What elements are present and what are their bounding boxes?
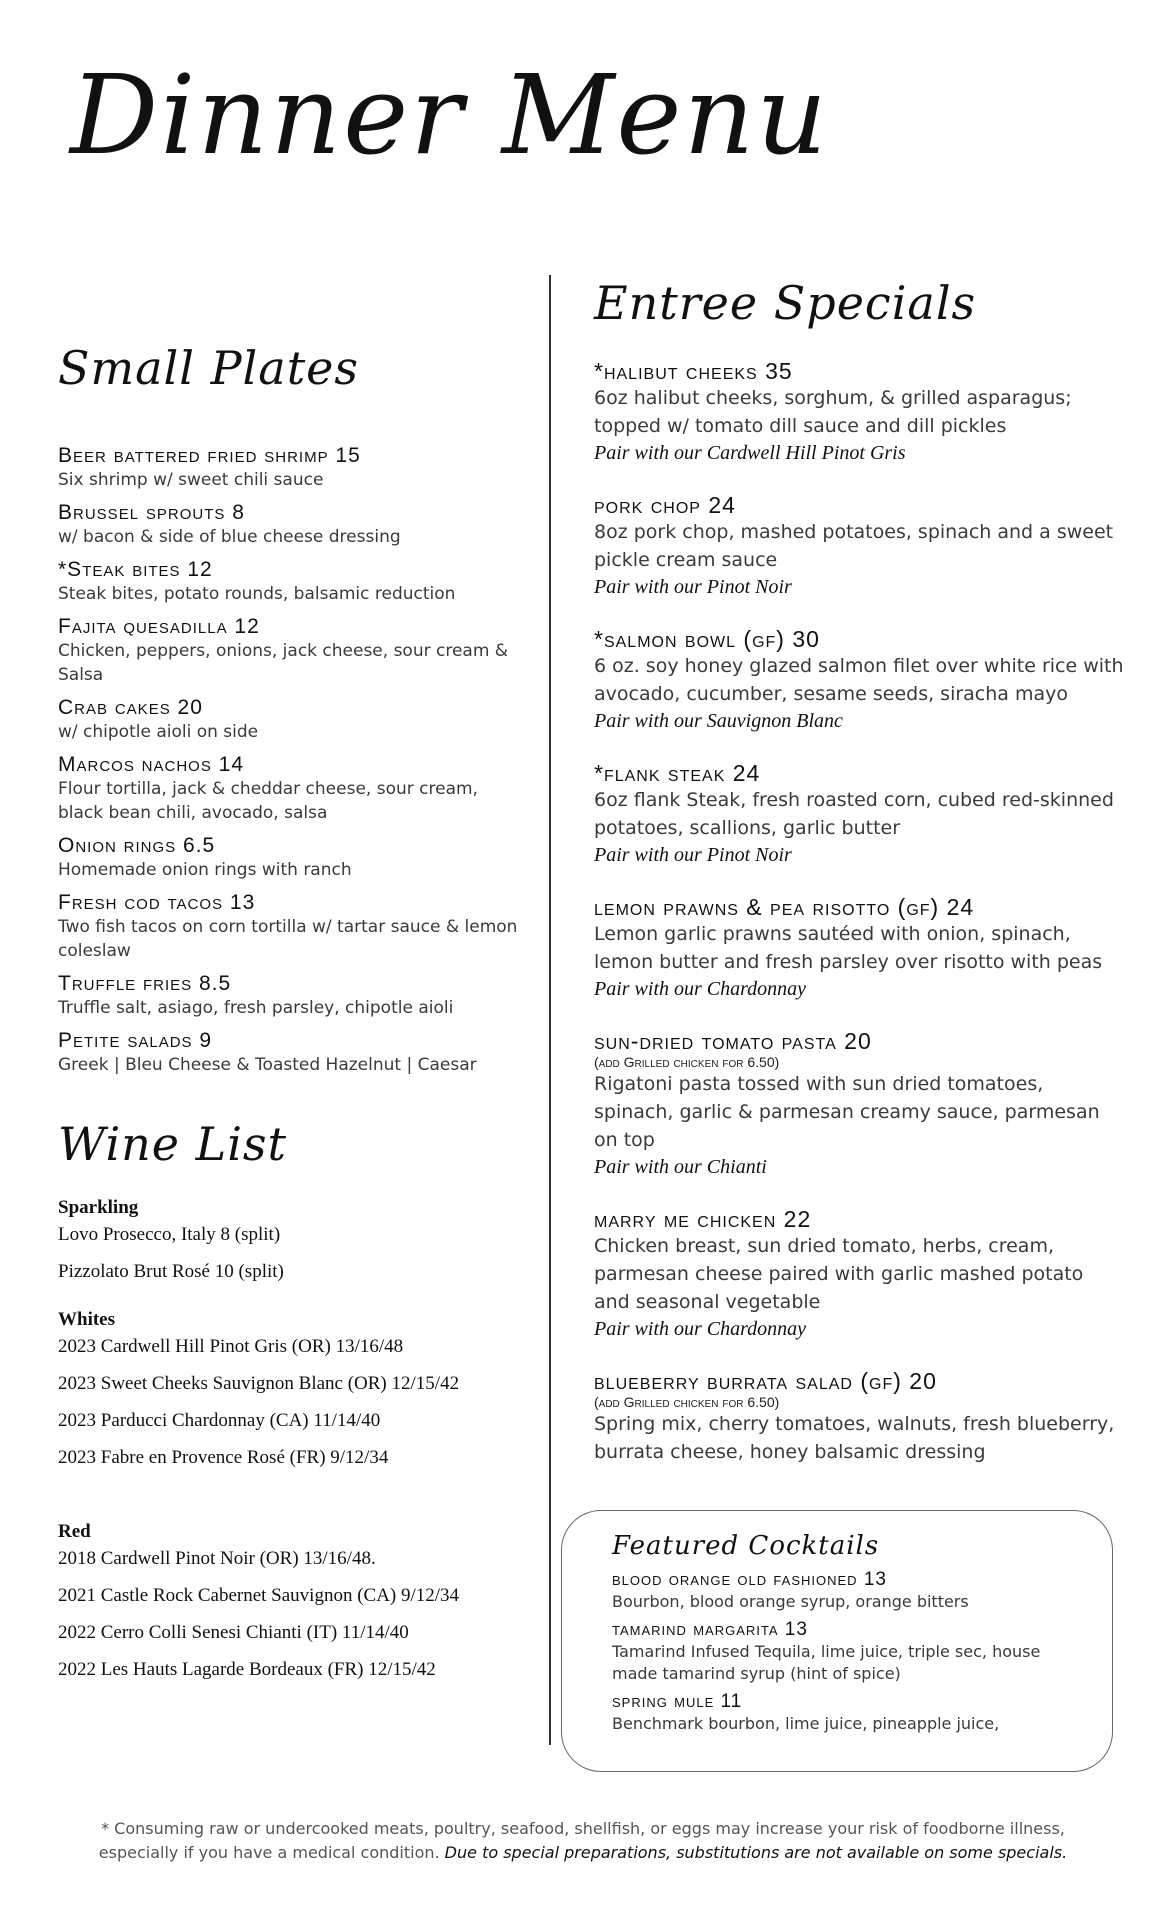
entree-description: Rigatoni pasta tossed with sun dried tomatoes, spinach, garlic & parmesan creamy sauce, parmesan on top: [594, 1073, 1100, 1151]
small-plate-name: *Steak bites 12: [58, 558, 213, 581]
small-plate-description: Six shrimp w/ sweet chili sauce: [58, 470, 324, 490]
cocktail-description: Tamarind Infused Tequila, lime juice, triple sec, house made tamarind syrup (hint of spice): [612, 1642, 1041, 1683]
wine-item: 2023 Cardwell Hill Pinot Gris (OR) 13/16/48: [58, 1336, 404, 1357]
small-plate-item: [58, 500, 528, 549]
entree-pairing: Pair with our Pinot Noir: [594, 576, 792, 598]
entree-name: pork chop 24: [594, 492, 736, 518]
small-plate-item: [58, 557, 528, 606]
featured-cocktails-box: [561, 1510, 1113, 1772]
disclaimer-plain: especially if you have a medical condition.: [98, 1843, 440, 1862]
wine-heading-whites: Whites: [58, 1309, 115, 1330]
column-divider: [549, 275, 551, 1745]
entree-item: [594, 1206, 1124, 1342]
entree-item: [594, 1368, 1124, 1466]
wine-item: 2018 Cardwell Pinot Noir (OR) 13/16/48.: [58, 1548, 376, 1569]
small-plate-item: [58, 752, 528, 825]
cocktail-description: Benchmark bourbon, lime juice, pineapple juice,: [612, 1714, 1000, 1733]
small-plates-list: [58, 443, 528, 1077]
cocktail-name: spring mule 11: [612, 1691, 743, 1712]
cocktail-item: [612, 1569, 1082, 1613]
entree-name: blueberry burrata salad (gf) 20: [594, 1368, 937, 1394]
entree-pairing: Pair with our Cardwell Hill Pinot Gris: [594, 442, 906, 464]
small-plate-description: Greek | Bleu Cheese & Toasted Hazelnut | Caesar: [58, 1055, 477, 1075]
small-plate-description: Steak bites, potato rounds, balsamic reduction: [58, 584, 456, 604]
disclaimer-emphasis: Due to special preparations, substitutions are not available on some specials.: [444, 1843, 1068, 1862]
entree-note: (add Grilled chicken for 6.50): [594, 1054, 780, 1070]
small-plate-name: Crab cakes 20: [58, 696, 203, 719]
entree-pairing: Pair with our Chianti: [594, 1156, 767, 1178]
entree-item: [594, 1028, 1124, 1180]
entree-description: 6oz flank Steak, fresh roasted corn, cubed red-skinned potatoes, scallions, garlic butter: [594, 789, 1114, 839]
wine-group-sparkling: [58, 1197, 528, 1283]
entree-name: *salmon bowl (gf) 30: [594, 626, 820, 652]
wine-group-red: [58, 1521, 528, 1681]
entree-name: sun-dried tomato pasta 20: [594, 1028, 872, 1054]
entree-item: [594, 894, 1124, 1002]
entree-name: lemon prawns & pea risotto (gf) 24: [594, 894, 975, 920]
cocktail-name: tamarind margarita 13: [612, 1619, 808, 1640]
wine-item: Lovo Prosecco, Italy 8 (split): [58, 1224, 281, 1245]
small-plate-item: [58, 443, 528, 492]
cocktail-name: blood orange old fashioned 13: [612, 1569, 887, 1590]
wine-heading-red: Red: [58, 1521, 91, 1542]
wine-group-whites: [58, 1309, 528, 1469]
small-plate-item: [58, 695, 528, 744]
entree-item: [594, 760, 1124, 868]
entree-description: 6 oz. soy honey glazed salmon filet over white rice with avocado, cucumber, sesame seeds, siracha mayo: [594, 655, 1124, 705]
entree-pairing: Pair with our Chardonnay: [594, 978, 807, 1000]
small-plate-name: Onion rings 6.5: [58, 834, 216, 857]
entree-description: Lemon garlic prawns sautéed with onion, spinach, lemon butter and fresh parsley over risotto with peas: [594, 923, 1103, 973]
small-plate-item: [58, 614, 528, 687]
wine-list-title: Wine List: [58, 1117, 288, 1171]
entree-description: Spring mix, cherry tomatoes, walnuts, fresh blueberry, burrata cheese, honey balsamic dressing: [594, 1413, 1115, 1463]
small-plate-description: w/ chipotle aioli on side: [58, 722, 259, 742]
right-column: [594, 276, 1124, 1492]
small-plate-item: [58, 1028, 528, 1077]
entree-item: [594, 492, 1124, 600]
small-plate-name: Brussel sprouts 8: [58, 501, 245, 524]
footer-disclaimer: [0, 1817, 1166, 1865]
disclaimer-line-2: [0, 1841, 1166, 1865]
wine-item: 2022 Cerro Colli Senesi Chianti (IT) 11/14/40: [58, 1622, 409, 1643]
entree-item: [594, 358, 1124, 466]
wine-item: Pizzolato Brut Rosé 10 (split): [58, 1261, 284, 1282]
small-plates-title: Small Plates: [58, 341, 360, 395]
cocktail-description: Bourbon, blood orange syrup, orange bitters: [612, 1592, 969, 1611]
small-plate-description: Chicken, peppers, onions, jack cheese, sour cream & Salsa: [58, 641, 509, 685]
small-plate-name: Fajita quesadilla 12: [58, 615, 260, 638]
small-plate-name: Beer battered fried shrimp 15: [58, 444, 361, 467]
entree-description: Chicken breast, sun dried tomato, herbs, cream, parmesan cheese paired with garlic mashed potato and seasonal vegetable: [594, 1235, 1084, 1313]
small-plate-description: Two fish tacos on corn tortilla w/ tartar sauce & lemon coleslaw: [58, 917, 518, 961]
wine-item: 2023 Fabre en Provence Rosé (FR) 9/12/34: [58, 1447, 389, 1468]
small-plate-item: [58, 890, 528, 963]
small-plate-item: [58, 971, 528, 1020]
small-plate-name: Truffle fries 8.5: [58, 972, 232, 995]
small-plate-description: w/ bacon & side of blue cheese dressing: [58, 527, 401, 547]
cocktail-list: [612, 1569, 1082, 1735]
entree-pairing: Pair with our Chardonnay: [594, 1318, 807, 1340]
cocktail-item: [612, 1619, 1082, 1685]
entree-pairing: Pair with our Pinot Noir: [594, 844, 792, 866]
entree-name: *halibut cheeks 35: [594, 358, 793, 384]
wine-item: 2022 Les Hauts Lagarde Bordeaux (FR) 12/15/42: [58, 1659, 436, 1680]
cocktail-item: [612, 1691, 1082, 1735]
small-plate-name: Fresh cod tacos 13: [58, 891, 256, 914]
small-plate-description: Homemade onion rings with ranch: [58, 860, 352, 880]
wine-heading-sparkling: Sparkling: [58, 1197, 139, 1218]
small-plate-item: [58, 833, 528, 882]
entree-note: (add Grilled chicken for 6.50): [594, 1394, 780, 1410]
featured-cocktails-title: Featured Cocktails: [612, 1531, 880, 1561]
small-plate-name: Marcos nachos 14: [58, 753, 245, 776]
small-plate-description: Flour tortilla, jack & cheddar cheese, sour cream, black bean chili, avocado, salsa: [58, 779, 478, 823]
entree-item: [594, 626, 1124, 734]
wine-item: 2023 Sweet Cheeks Sauvignon Blanc (OR) 12/15/42: [58, 1373, 460, 1394]
entree-name: marry me chicken 22: [594, 1206, 812, 1232]
menu-title: Dinner Menu: [70, 51, 830, 179]
entree-description: 6oz halibut cheeks, sorghum, & grilled asparagus; topped w/ tomato dill sauce and dill pickles: [594, 387, 1072, 437]
entree-specials-title: Entree Specials: [594, 276, 977, 330]
entree-list: [594, 358, 1124, 1466]
wine-item: 2023 Parducci Chardonnay (CA) 11/14/40: [58, 1410, 381, 1431]
entree-pairing: Pair with our Sauvignon Blanc: [594, 710, 843, 732]
small-plate-description: Truffle salt, asiago, fresh parsley, chipotle aioli: [58, 998, 454, 1018]
entree-description: 8oz pork chop, mashed potatoes, spinach and a sweet pickle cream sauce: [594, 521, 1114, 571]
entree-name: *flank steak 24: [594, 760, 761, 786]
disclaimer-line-1: * Consuming raw or undercooked meats, poultry, seafood, shellfish, or eggs may increase your risk of foodborne illness,: [101, 1819, 1065, 1838]
left-column: [58, 341, 528, 1695]
small-plate-name: Petite salads 9: [58, 1029, 213, 1052]
wine-item: 2021 Castle Rock Cabernet Sauvignon (CA) 9/12/34: [58, 1585, 460, 1606]
